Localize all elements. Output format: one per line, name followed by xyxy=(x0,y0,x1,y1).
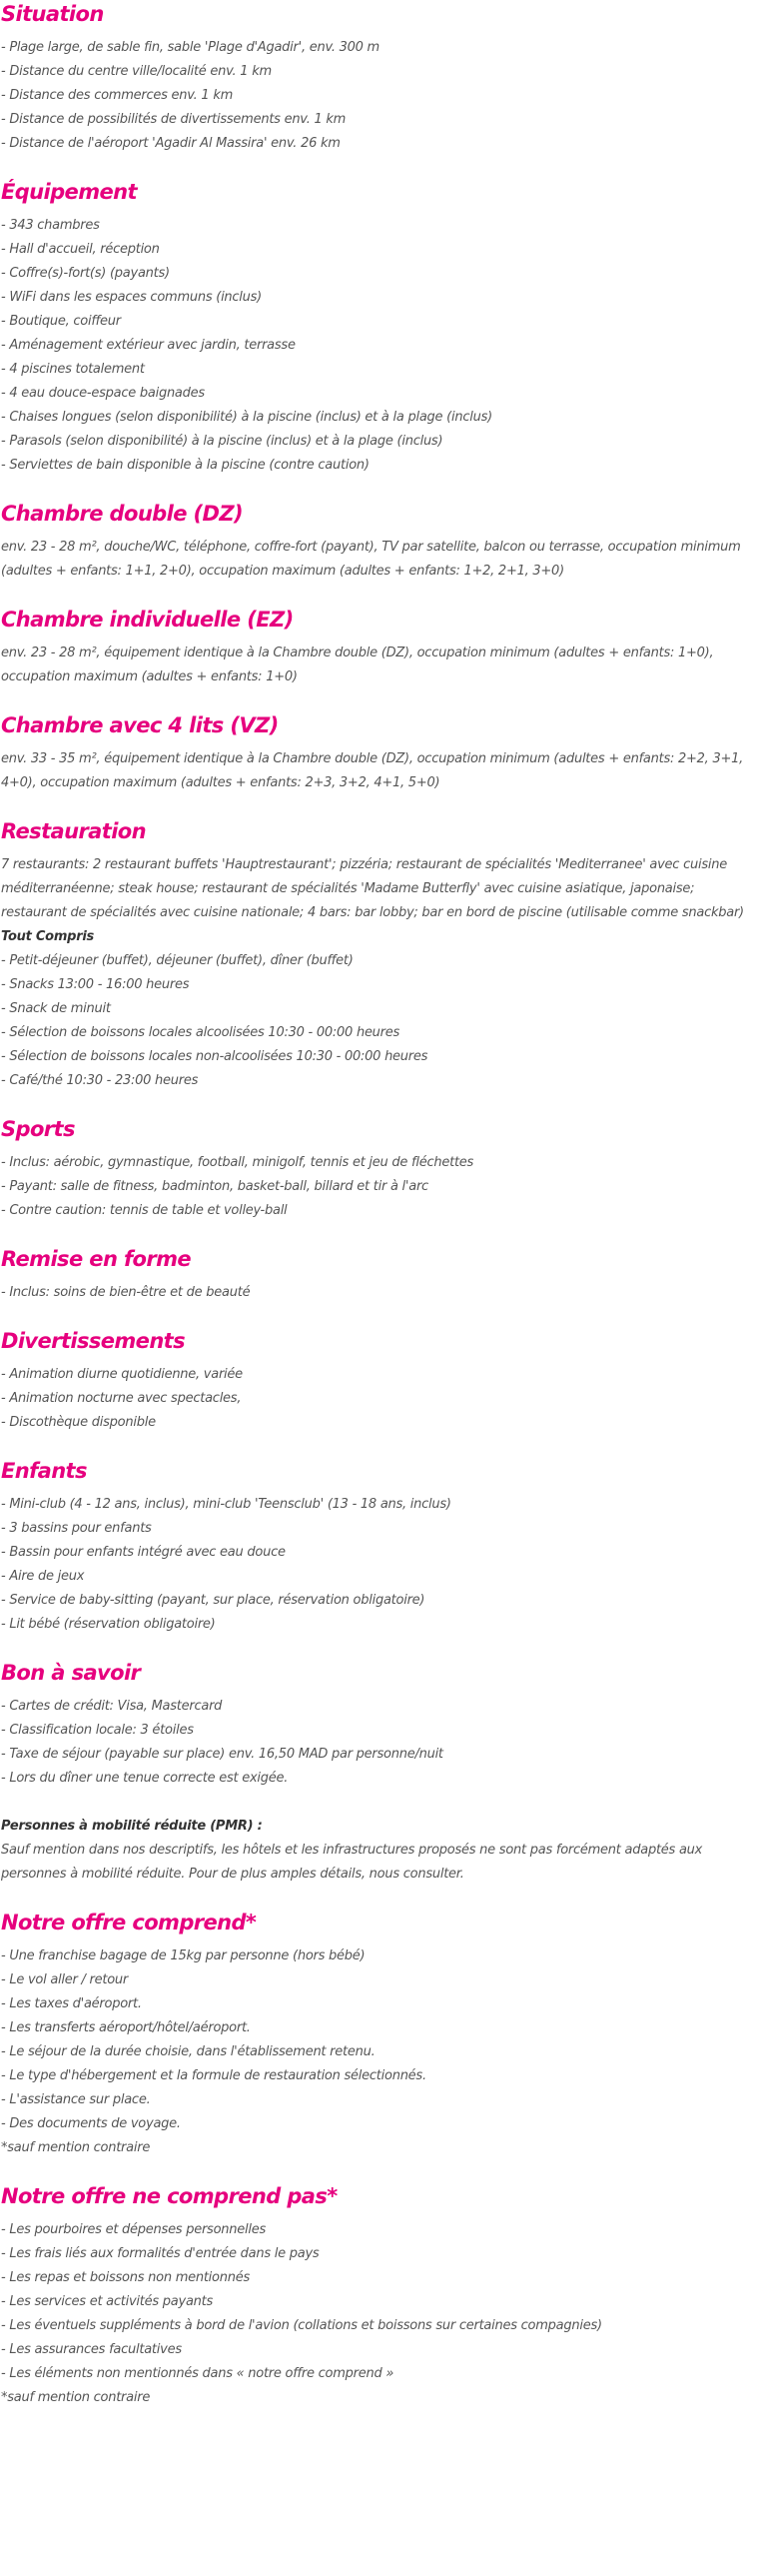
section-divertissements xyxy=(1,1327,756,1435)
list-item: - 4 piscines totalement xyxy=(1,362,145,377)
list-item: - Les frais liés aux formalités d'entrée dans le pays xyxy=(1,2246,320,2261)
section-body xyxy=(1,1143,756,1223)
list-item: - Le type d'hébergement et la formule de restauration sélectionnés. xyxy=(1,2068,426,2083)
section-offre-comprend xyxy=(1,1909,756,2160)
section-remise-en-forme xyxy=(1,1245,756,1305)
list-item: - Lors du dîner une tenue correcte est exigée. xyxy=(1,1771,289,1786)
list-item: - Coffre(s)-fort(s) (payants) xyxy=(1,266,170,281)
list-item: - Mini-club (4 - 12 ans, inclus), mini-club 'Teensclub' (13 - 18 ans, inclus) xyxy=(1,1497,451,1512)
list-item: - Chaises longues (selon disponibilité) à la piscine (inclus) et à la plage (inclus) xyxy=(1,410,492,425)
list-item: - Service de baby-sitting (payant, sur place, réservation obligatoire) xyxy=(1,1593,425,1608)
list-item: - Discothèque disponible xyxy=(1,1415,156,1430)
pmr-text: Sauf mention dans nos descriptifs, les hôtels et les infrastructures proposés ne sont pas forcément adaptés aux personnes à mobilité réduite. Pour de plus amples détails, nous consulter. xyxy=(1,1843,703,1882)
restaurant-description: 7 restaurants: 2 restaurant buffets 'Hauptrestaurant'; pizzéria; restaurant de spécialités 'Mediterranee' avec cuisine méditerranéenne; steak house; restaurant de spécialités 'Madame Butterfly' avec cuisine asiatique, japonaise; restaurant de spécialités avec cuisine nationale; 4 bars: bar lobby; bar en bord de piscine (utilisable comme snackbar) xyxy=(1,857,744,920)
section-title: Chambre double (DZ) xyxy=(1,502,244,526)
list-item: - Cartes de crédit: Visa, Mastercard xyxy=(1,1699,223,1714)
list-item: - 343 chambres xyxy=(1,218,100,233)
list-item: - Aire de jeux xyxy=(1,1569,85,1584)
list-item: - Hall d'accueil, réception xyxy=(1,242,160,257)
section-title: Enfants xyxy=(1,1459,87,1483)
list-item: - Les services et activités payants xyxy=(1,2294,214,2309)
section-body xyxy=(1,1485,756,1637)
room-description: env. 23 - 28 m², équipement identique à la Chambre double (DZ), occupation minimum (adultes + enfants: 1+0), occupation maximum (adultes + enfants: 1+0) xyxy=(1,645,714,684)
room-description: env. 33 - 35 m², équipement identique à la Chambre double (DZ), occupation minimum (adultes + enfants: 2+2, 3+1, 4+0), occupation maximum (adultes + enfants: 2+3, 3+2, 4+1, 5+0) xyxy=(1,751,744,790)
section-title: Sports xyxy=(1,1117,75,1141)
list-item: - Animation diurne quotidienne, variée xyxy=(1,1367,243,1382)
section-title: Notre offre ne comprend pas* xyxy=(1,2184,338,2208)
list-item: - Distance du centre ville/localité env. 1 km xyxy=(1,64,272,79)
list-item: - Snacks 13:00 - 16:00 heures xyxy=(1,977,190,992)
list-item: - Une franchise bagage de 15kg par personne (hors bébé) xyxy=(1,1948,366,1963)
section-body xyxy=(1,634,756,689)
section-body xyxy=(1,739,756,795)
section-body xyxy=(1,1273,756,1305)
list-item: - Inclus: soins de bien-être et de beauté xyxy=(1,1285,251,1300)
list-item: - Café/thé 10:30 - 23:00 heures xyxy=(1,1073,199,1088)
list-item: - Boutique, coiffeur xyxy=(1,314,121,329)
footnote: *sauf mention contraire xyxy=(1,2390,151,2405)
blank-line xyxy=(1,1791,756,1815)
section-body xyxy=(1,1355,756,1435)
list-item: - Plage large, de sable fin, sable 'Plage d'Agadir', env. 300 m xyxy=(1,40,379,55)
section-body xyxy=(1,28,756,156)
section-title: Notre offre comprend* xyxy=(1,1911,257,1934)
list-item: - Les repas et boissons non mentionnés xyxy=(1,2270,251,2285)
room-description: env. 23 - 28 m², douche/WC, téléphone, coffre-fort (payant), TV par satellite, balcon ou terrasse, occupation minimum (adultes + enfants: 1+1, 2+0), occupation maximum (adultes + enfants: 1+2, 2+1, 3+0) xyxy=(1,540,741,579)
section-chambre-4-lits xyxy=(1,711,756,795)
list-item: - Inclus: aérobic, gymnastique, football, minigolf, tennis et jeu de fléchettes xyxy=(1,1155,474,1170)
list-item: - 3 bassins pour enfants xyxy=(1,1521,152,1536)
section-title: Équipement xyxy=(1,180,137,204)
section-body xyxy=(1,1687,756,1887)
section-title: Chambre individuelle (EZ) xyxy=(1,608,294,632)
list-item: - Animation nocturne avec spectacles, xyxy=(1,1391,242,1406)
section-equipement xyxy=(1,178,756,478)
list-item: - Aménagement extérieur avec jardin, terrasse xyxy=(1,338,296,353)
list-item: - Distance de possibilités de divertissements env. 1 km xyxy=(1,112,347,127)
section-chambre-double xyxy=(1,500,756,584)
list-item: - Contre caution: tennis de table et volley-ball xyxy=(1,1203,288,1218)
section-restauration xyxy=(1,817,756,1093)
list-item: - Serviettes de bain disponible à la piscine (contre caution) xyxy=(1,458,370,473)
list-item: - 4 eau douce-espace baignades xyxy=(1,386,205,401)
list-item: - Payant: salle de fitness, badminton, basket-ball, billard et tir à l'arc xyxy=(1,1179,428,1194)
section-situation xyxy=(1,0,756,156)
section-body xyxy=(1,206,756,478)
section-offre-ne-comprend-pas xyxy=(1,2182,756,2410)
list-item: - Les taxes d'aéroport. xyxy=(1,1996,142,2011)
list-item: - Les pourboires et dépenses personnelles xyxy=(1,2222,267,2237)
list-item: - Le séjour de la durée choisie, dans l'établissement retenu. xyxy=(1,2044,376,2059)
list-item: - Distance de l'aéroport 'Agadir Al Massira' env. 26 km xyxy=(1,136,341,151)
section-title: Chambre avec 4 lits (VZ) xyxy=(1,713,279,737)
section-chambre-individuelle xyxy=(1,606,756,689)
section-sports xyxy=(1,1115,756,1223)
list-item: - Les éventuels suppléments à bord de l'avion (collations et boissons sur certaines compagnies) xyxy=(1,2318,602,2333)
section-title: Bon à savoir xyxy=(1,1661,141,1685)
section-title: Remise en forme xyxy=(1,1247,192,1271)
list-item: - WiFi dans les espaces communs (inclus) xyxy=(1,290,263,305)
section-title: Situation xyxy=(1,2,104,26)
section-enfants xyxy=(1,1457,756,1637)
list-item: - Petit-déjeuner (buffet), déjeuner (buffet), dîner (buffet) xyxy=(1,953,354,968)
board-subheading: Tout Compris xyxy=(1,929,95,944)
list-item: - Des documents de voyage. xyxy=(1,2116,181,2131)
list-item: - Les transferts aéroport/hôtel/aéroport. xyxy=(1,2020,251,2035)
list-item: - Le vol aller / retour xyxy=(1,1972,128,1987)
list-item: - Sélection de boissons locales alcoolisées 10:30 - 00:00 heures xyxy=(1,1025,400,1040)
section-body xyxy=(1,1936,756,2160)
list-item: - Lit bébé (réservation obligatoire) xyxy=(1,1617,216,1632)
list-item: - Taxe de séjour (payable sur place) env. 16,50 MAD par personne/nuit xyxy=(1,1747,443,1762)
pmr-label: Personnes à mobilité réduite (PMR) : xyxy=(1,1819,263,1834)
list-item: - Distance des commerces env. 1 km xyxy=(1,88,234,103)
list-item: - Bassin pour enfants intégré avec eau douce xyxy=(1,1545,286,1560)
section-title: Restauration xyxy=(1,819,146,843)
list-item: - Les éléments non mentionnés dans « notre offre comprend » xyxy=(1,2366,394,2381)
list-item: - Les assurances facultatives xyxy=(1,2342,182,2357)
list-item: - Snack de minuit xyxy=(1,1001,111,1016)
list-item: - Classification locale: 3 étoiles xyxy=(1,1723,194,1738)
section-body xyxy=(1,2210,756,2410)
section-body xyxy=(1,528,756,584)
section-body xyxy=(1,845,756,1093)
section-title: Divertissements xyxy=(1,1329,186,1353)
list-item: - Sélection de boissons locales non-alcoolisées 10:30 - 00:00 heures xyxy=(1,1049,428,1064)
list-item: - Parasols (selon disponibilité) à la piscine (inclus) et à la plage (inclus) xyxy=(1,434,443,449)
list-item: - L'assistance sur place. xyxy=(1,2092,151,2107)
footnote: *sauf mention contraire xyxy=(1,2140,151,2155)
section-bon-a-savoir xyxy=(1,1659,756,1887)
